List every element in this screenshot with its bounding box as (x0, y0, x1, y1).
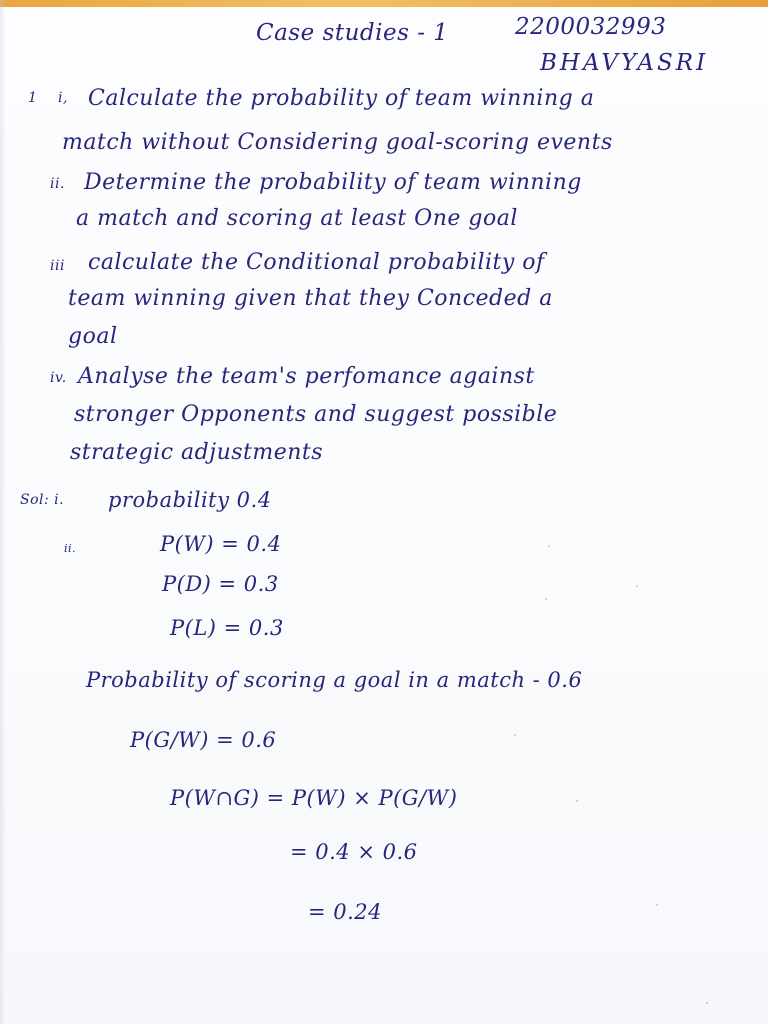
question-ii-line1: Determine the probability of team winning (84, 170, 582, 195)
question-ii-line2: a match and scoring at least One goal (76, 206, 518, 231)
student-name: BHAVYASRI (540, 50, 709, 76)
paper-speck (576, 800, 578, 802)
joint-prob-result: = 0.24 (308, 900, 383, 924)
question-iii-line3: goal (68, 324, 118, 349)
question-iii-line2: team winning given that they Conceded a (68, 286, 553, 311)
question-iv-line2: stronger Opponents and suggest possible (74, 402, 558, 427)
question-i-line1: Calculate the probability of team winning a (88, 86, 595, 111)
question-iv-line1: Analyse the team's perfomance against (78, 364, 535, 389)
page-left-edge (0, 0, 6, 1024)
question-iii-marker: iii (50, 258, 65, 274)
prob-goal-given-win: P(G/W) = 0.6 (130, 728, 277, 752)
question-iv-marker: iv. (50, 370, 67, 386)
question-number: 1 (28, 90, 38, 106)
goal-probability-line: Probability of scoring a goal in a match - 0.6 (86, 668, 583, 692)
joint-prob-calc: = 0.4 × 0.6 (290, 840, 418, 864)
question-ii-marker: ii. (50, 176, 65, 192)
paper-speck (636, 585, 638, 587)
prob-win: P(W) = 0.4 (160, 532, 282, 556)
question-i-marker: i, (58, 90, 68, 106)
paper-speck (706, 1002, 708, 1004)
question-iii-line1: calculate the Conditional probability of (88, 250, 545, 275)
page-top-edge (0, 0, 768, 7)
solution-i-line: probability 0.4 (108, 488, 272, 512)
question-iv-line3: strategic adjustments (70, 440, 324, 465)
student-id: 2200032993 (515, 14, 667, 40)
page-title: Case studies - 1 (256, 20, 449, 46)
joint-prob-formula: P(W∩G) = P(W) × P(G/W) (170, 786, 458, 810)
prob-draw: P(D) = 0.3 (162, 572, 279, 596)
paper-speck (545, 598, 547, 600)
question-i-line2: match without Considering goal-scoring events (62, 130, 613, 155)
paper-speck (656, 904, 658, 906)
paper-speck (514, 734, 516, 736)
solution-label: Sol: i. (20, 492, 65, 508)
prob-loss: P(L) = 0.3 (170, 616, 284, 640)
solution-ii-marker: ii. (64, 542, 77, 555)
paper-speck (548, 545, 550, 547)
